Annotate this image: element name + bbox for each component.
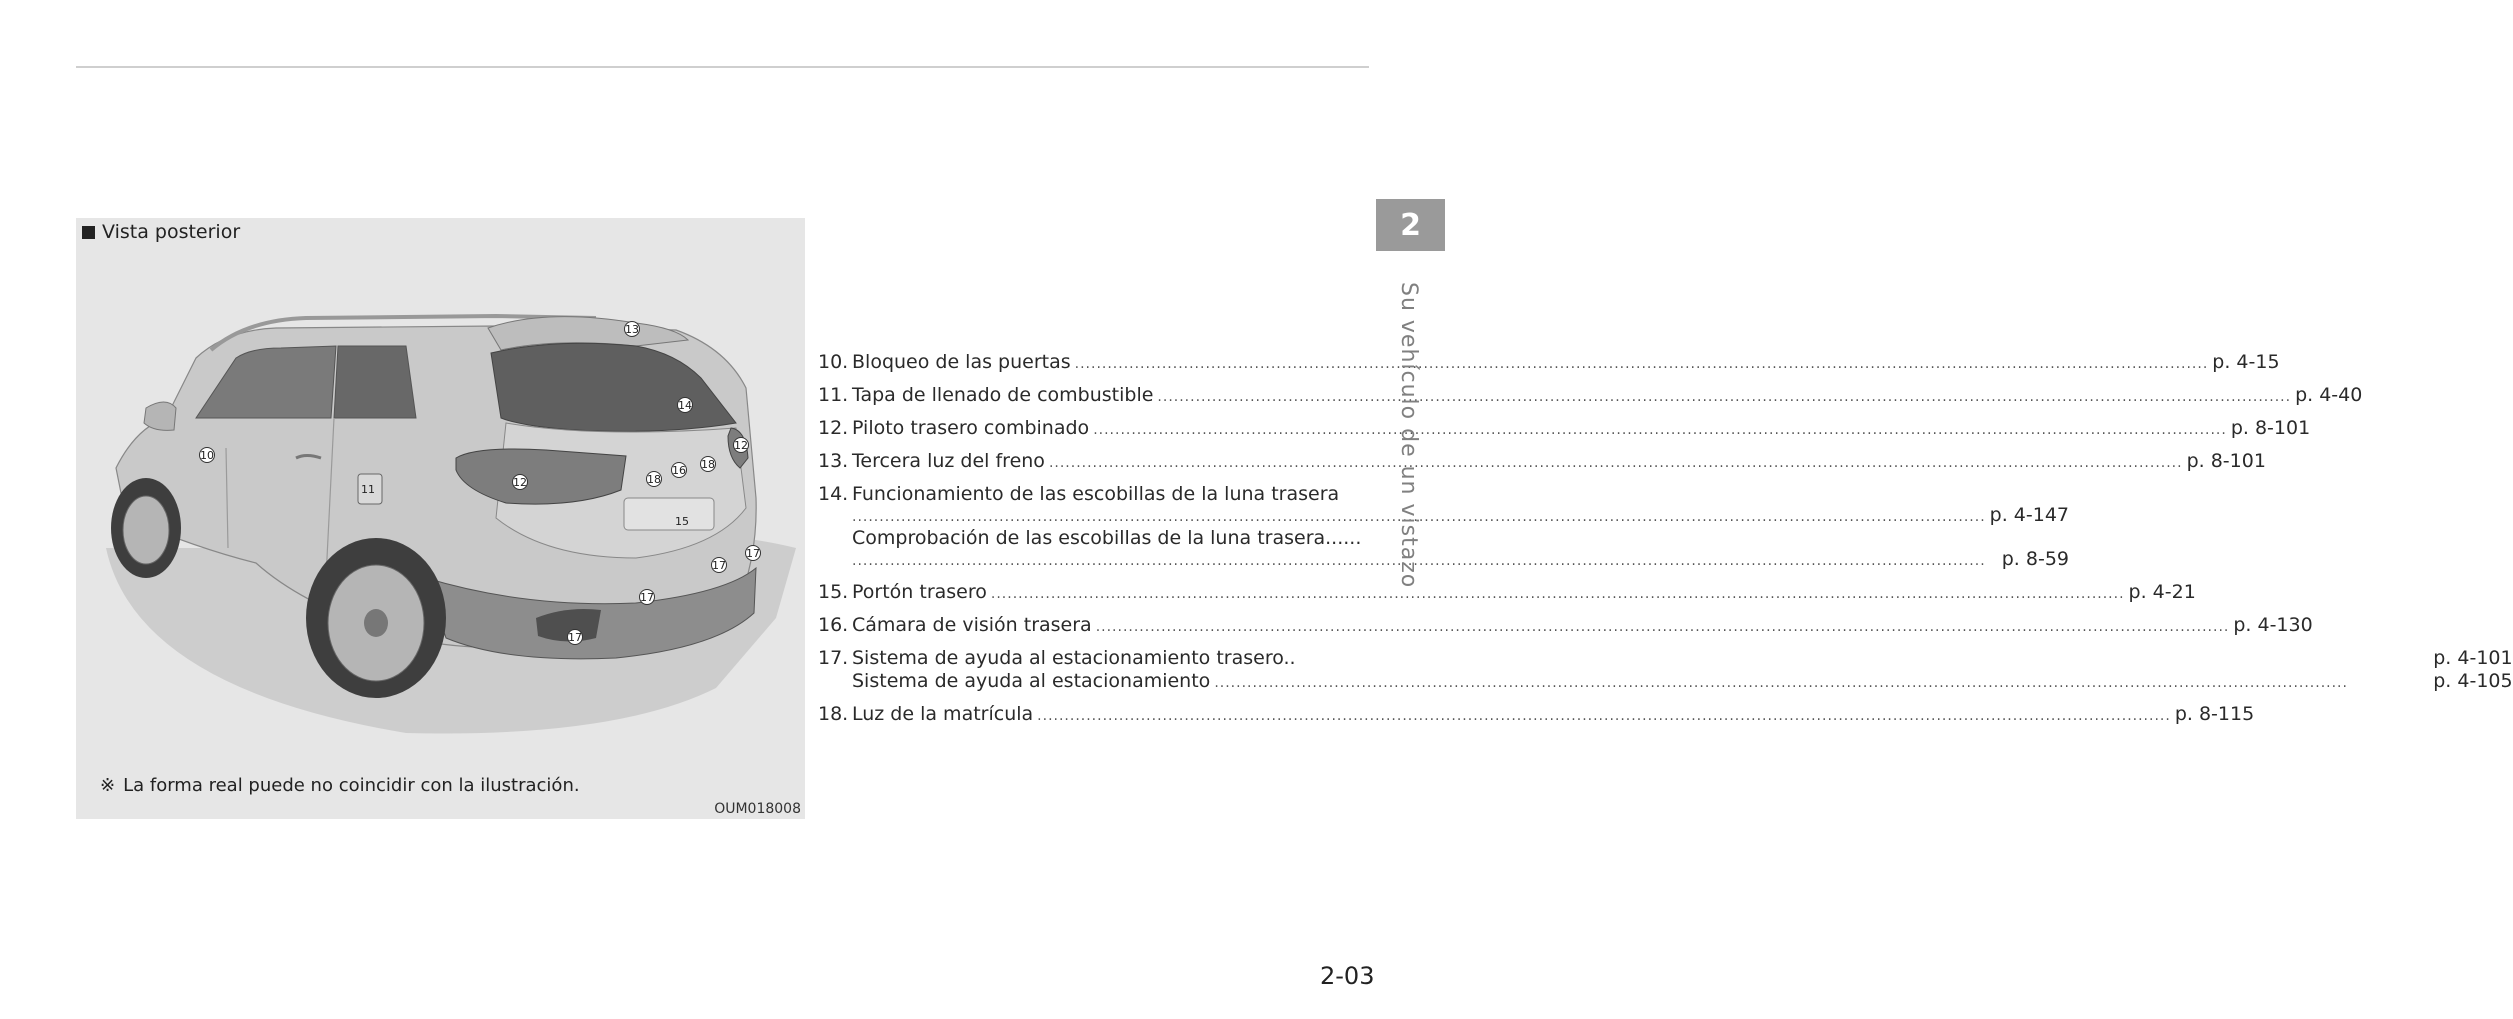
list-row [852,549,2069,572]
list-item [818,614,2313,638]
item-text: Tapa de llenado de combustible [852,384,1154,406]
item-text: Piloto trasero combinado [852,417,1090,439]
list-row [852,582,2196,605]
item-number: 17. [818,647,849,669]
list-item [818,581,2196,605]
callout-17-center [640,590,655,605]
car-rear-illustration [76,218,805,819]
header-rule [76,66,1369,68]
svg-text:18: 18 [701,458,715,471]
list-item [818,351,2280,375]
list-row [852,615,2313,638]
svg-text:16: 16 [672,464,686,477]
item-number: 15. [818,581,849,603]
item-page-ref: p. 8-115 [2174,703,2255,725]
svg-text:12: 12 [513,476,527,489]
item-number: 14. [818,483,849,505]
figure-title-text: Vista posterior [102,221,241,243]
callout-18-right [701,457,716,472]
item-text: Tercera luz del freno [852,450,1045,472]
list-row [852,648,2513,671]
list-item [818,450,2266,474]
svg-text:13: 13 [625,323,639,336]
svg-text:10: 10 [200,449,214,462]
list-row [852,704,2254,727]
callout-14 [678,398,693,413]
svg-text:17: 17 [746,547,760,560]
page-number: 2-03 [1320,962,1375,990]
item-number: 12. [818,417,849,439]
list-item [818,647,2513,694]
item-number: 18. [818,703,849,725]
figure-note [100,775,580,796]
item-page-ref: p. 8-101 [2230,417,2311,439]
callout-11 [361,483,375,496]
item-text: Portón trasero [852,581,987,603]
item-text: Luz de la matrícula [852,703,1034,725]
callout-15 [675,515,689,528]
item-text: Comprobación de las escobillas de la luna trasera...... [852,527,1362,549]
svg-text:17: 17 [640,591,654,604]
item-page-ref: p. 4-105 [2433,670,2513,692]
note-symbol-icon: ※ [100,775,116,796]
item-page-ref: p. 4-130 [2233,614,2313,636]
rear-view-figure [76,218,805,819]
item-page-ref: p. 4-15 [2212,351,2280,373]
list-row [852,484,2069,505]
item-page-ref: p. 4-147 [1989,504,2069,526]
svg-text:17: 17 [712,559,726,572]
item-number: 16. [818,614,849,636]
item-page-ref: p. 4-21 [2128,581,2196,603]
list-row [852,528,2069,549]
figure-title [82,221,240,243]
callout-17-left [568,630,583,645]
list-item [818,417,2311,441]
callout-10 [200,448,215,463]
chapter-number-tab: 2 [1376,199,1445,251]
figure-code: OUM018008 [714,801,801,817]
list-row [852,671,2513,694]
list-row [852,385,2362,408]
list-item [818,384,2363,408]
callout-13 [625,322,640,337]
callout-18-left [647,472,662,487]
list-row [852,451,2266,474]
svg-text:12: 12 [734,439,748,452]
figure-note-text: La forma real puede no coincidir con la ilustración. [123,775,580,796]
item-page-ref: p. 8-59 [2001,548,2069,570]
list-row [852,505,2069,528]
item-text: Cámara de visión trasera [852,614,1092,636]
callout-17-corner [746,546,761,561]
square-bullet-icon [82,226,95,239]
item-number: 10. [818,351,849,373]
svg-text:11: 11 [361,483,375,496]
item-text: Bloqueo de las puertas [852,351,1071,373]
callout-12-right [734,438,749,453]
list-item [818,703,2255,727]
callout-16 [672,463,687,478]
item-page-ref: p. 8-101 [2186,450,2266,472]
item-text: Sistema de ayuda al estacionamiento [852,670,1211,692]
list-item [818,483,2069,572]
chapter-title: Su vehículo de un vistazo [1396,282,1421,589]
callout-12-left [513,475,528,490]
callout-17-right [712,558,727,573]
svg-text:14: 14 [678,399,692,412]
svg-text:18: 18 [647,473,661,486]
list-row [852,418,2310,441]
item-text: Funcionamiento de las escobillas de la luna trasera [852,483,1340,505]
svg-text:17: 17 [568,631,582,644]
item-page-ref: p. 4-40 [2295,384,2363,406]
item-number: 11. [818,384,849,406]
item-page-ref: p. 4-101 [2433,647,2513,669]
list-row [852,352,2280,375]
svg-text:15: 15 [675,515,689,528]
item-text: Sistema de ayuda al estacionamiento trasero.. [852,647,1296,669]
item-number: 13. [818,450,849,472]
